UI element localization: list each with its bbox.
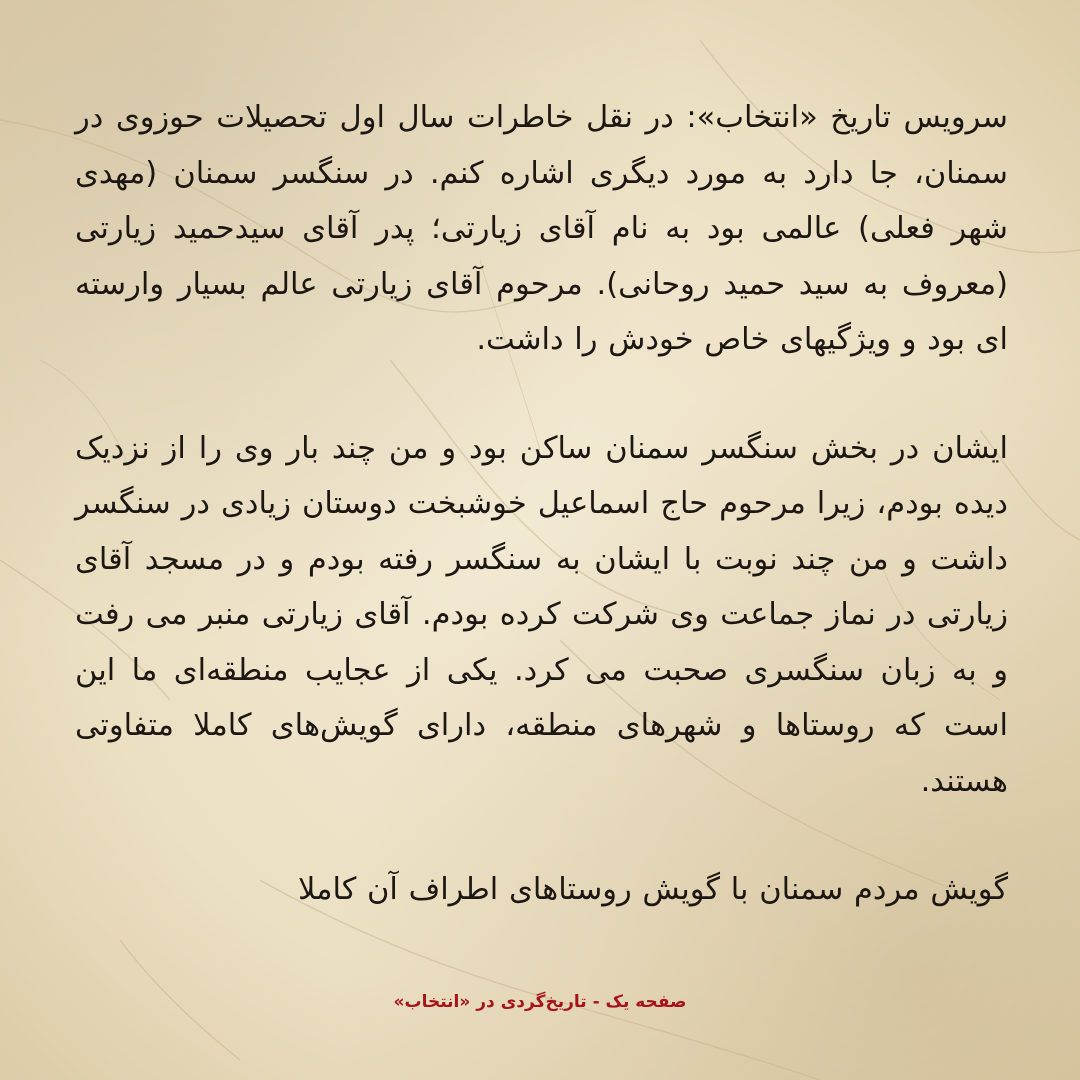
paragraph-1: سرویس تاریخ «انتخاب»: در نقل خاطرات سال اول تحصیلات حوزوی در سمنان، جا دارد به مورد دیگری اشاره کنم. در سنگسر سمنان (مهدی شهر فعلی) عالمی بود به نام آقای زیارتی؛ پدر آقای سیدحمید زیارتی (معروف به سید حمید روحانی). مرحوم آقای زیارتی عالم بسیار وارسته ای بود و ویژگیهای خاص خودش را داشت.	[75, 100, 1008, 357]
paragraph-3: گویش مردم سمنان با گویش روستاهای اطراف آن کاملا	[297, 872, 1008, 907]
article-body	[75, 90, 1008, 918]
page-footer: صفحه یک - تاریخ‌گردی در «انتخاب»	[393, 992, 687, 1012]
paragraph-2: ایشان در بخش سنگسر سمنان ساکن بود و من چند بار وی را از نزدیک دیده بودم، زیرا مرحوم حاج اسماعیل خوشبخت دوستان زیادی در سنگسر داشت و من چند نوبت با ایشان به سنگسر رفته بودم و در مسجد آقای زیارتی در نماز جماعت وی شرکت کرده بودم. آقای زیارتی منبر می رفت و به زبان سنگسری صحبت می کرد. یکی از عجایب منطقه‌ای ما این است که روستاها و شهرهای منطقه، دارای گویش‌های کاملا متفاوتی هستند.	[75, 430, 1008, 799]
